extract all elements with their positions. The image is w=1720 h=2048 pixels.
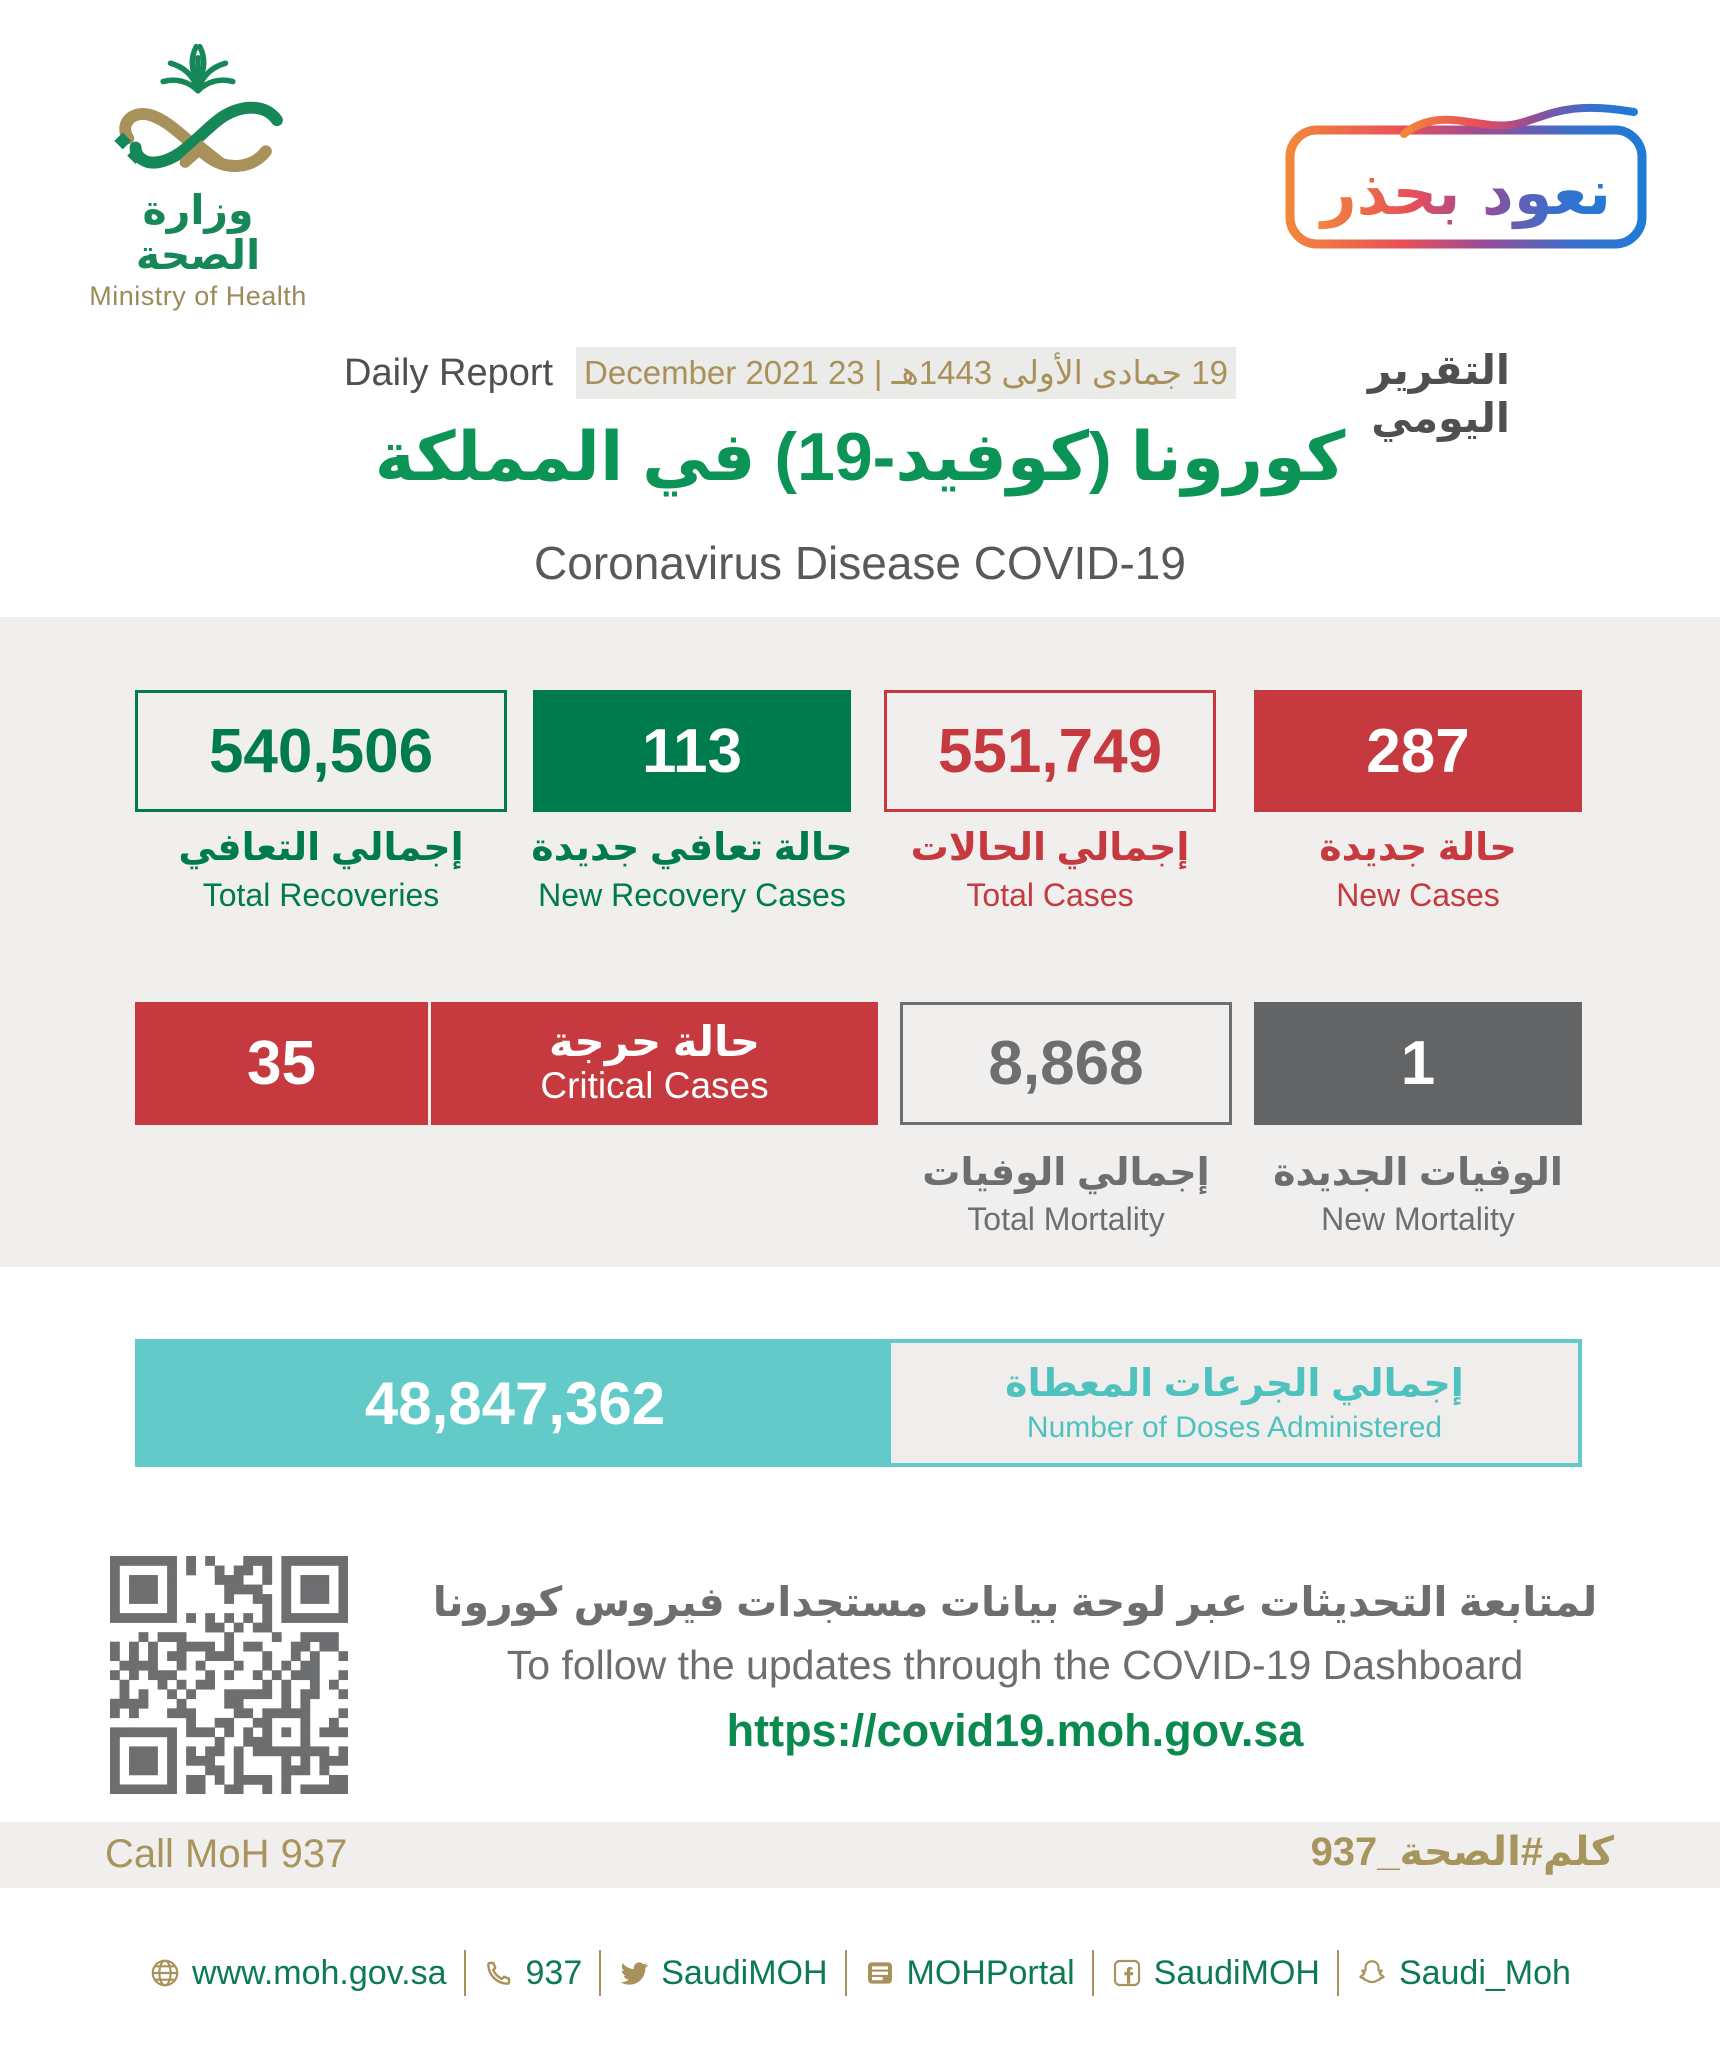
total-mortality-label-ar: إجمالي الوفيات xyxy=(922,1152,1210,1194)
footer-link-phone[interactable] xyxy=(483,1954,583,1993)
total-cases-label-ar: إجمالي الحالات xyxy=(910,827,1190,869)
footer-link-twitter[interactable] xyxy=(618,1954,827,1993)
total-recoveries-label-en: Total Recoveries xyxy=(202,877,440,913)
total-recoveries-value: 540,506 xyxy=(208,716,434,786)
total-mortality-value: 8,868 xyxy=(988,1029,1144,1098)
new-mortality-value: 1 xyxy=(1400,1029,1436,1098)
phone-icon xyxy=(483,1957,515,1989)
daily-report-label-en: Daily Report xyxy=(344,352,554,394)
new-recoveries-label-en: New Recovery Cases xyxy=(538,877,846,913)
critical-cases-label-en: Critical Cases xyxy=(540,1065,769,1107)
snapchat-icon xyxy=(1356,1957,1388,1989)
total-recoveries-box xyxy=(135,690,507,812)
total-mortality-box xyxy=(900,1002,1232,1125)
dashboard-note-en: To follow the updates through the COVID-19 Dashboard xyxy=(506,1642,1524,1688)
footer-link-youtube[interactable] xyxy=(864,1954,1075,1993)
new-mortality-label-ar: الوفيات الجديدة xyxy=(1273,1152,1563,1194)
total-cases-value: 551,749 xyxy=(937,716,1163,786)
critical-cases-label-box xyxy=(431,1002,878,1125)
moh-name-english: Ministry of Health xyxy=(89,281,307,312)
critical-cases-label-ar: حالة حرجة xyxy=(548,1018,761,1066)
page-title-arabic: كورونا (كوفيد-19) في المملكة xyxy=(374,419,1346,495)
footer-separator xyxy=(464,1950,466,1996)
moh-name-arabic: وزارة الصحة xyxy=(135,187,261,279)
page-title-english: Coronavirus Disease COVID-19 xyxy=(534,537,1186,589)
daily-report-label-ar: التقرير اليومي xyxy=(1367,347,1510,441)
dashboard-note xyxy=(392,1578,1638,1757)
moh-logo xyxy=(76,32,320,312)
new-cases-label-en: New Cases xyxy=(1336,877,1500,913)
new-mortality-box xyxy=(1254,1002,1582,1125)
footer-link-facebook[interactable] xyxy=(1111,1954,1320,1993)
report-date: 19 جمادى الأولى 1443هـ | 23 December 2021 xyxy=(576,347,1236,399)
statistics-band xyxy=(0,617,1720,1267)
globe-icon xyxy=(149,1957,181,1989)
badge-text: نعود بحذر xyxy=(1320,156,1612,229)
footer-separator xyxy=(1337,1950,1339,1996)
doses-label-ar: إجمالي الجرعات المعطاة xyxy=(1005,1363,1464,1405)
doses-band xyxy=(135,1339,1582,1467)
total-cases-box xyxy=(884,690,1216,812)
footer-link-snapchat[interactable] xyxy=(1356,1954,1571,1993)
doses-value: 48,847,362 xyxy=(139,1343,891,1463)
critical-cases-box xyxy=(135,1002,428,1125)
new-recoveries-box xyxy=(533,690,851,812)
contact-band xyxy=(0,1822,1720,1888)
footer-link-label: Saudi_Moh xyxy=(1398,1953,1571,1992)
footer-link-label: SaudiMOH xyxy=(661,1953,828,1992)
total-recoveries-label-ar: إجمالي التعافي xyxy=(178,827,464,869)
new-cases-label-ar: حالة جديدة xyxy=(1319,827,1517,869)
footer-link-label: 937 xyxy=(525,1953,583,1992)
new-mortality-label-en: New Mortality xyxy=(1321,1201,1515,1237)
qr-code xyxy=(110,1556,348,1794)
call-moh-label-ar: كلم#الصحة_937 xyxy=(1310,1830,1614,1874)
dashboard-note-ar: لمتابعة التحديثات عبر لوحة بيانات مستجدات فيروس كورونا xyxy=(432,1579,1598,1625)
new-recoveries-label-ar: حالة تعافي جديدة xyxy=(531,827,853,869)
new-recoveries-value: 113 xyxy=(641,716,743,786)
youtube-icon xyxy=(864,1957,896,1989)
total-mortality-label-en: Total Mortality xyxy=(967,1201,1165,1237)
footer-separator xyxy=(845,1950,847,1996)
call-moh-label-en: Call MoH 937 xyxy=(105,1832,348,1876)
footer-link-website[interactable] xyxy=(149,1954,446,1993)
facebook-icon xyxy=(1111,1957,1143,1989)
critical-cases-value: 35 xyxy=(247,1029,316,1098)
dashboard-url[interactable]: https://covid19.moh.gov.sa xyxy=(726,1705,1304,1756)
new-cases-box xyxy=(1254,690,1582,812)
moh-emblem-icon xyxy=(92,32,304,188)
doses-labels xyxy=(891,1343,1578,1463)
footer-links xyxy=(0,1950,1720,1996)
total-cases-label-en: Total Cases xyxy=(966,877,1134,913)
footer-link-label: MOHPortal xyxy=(906,1953,1075,1992)
new-cases-value: 287 xyxy=(1366,716,1470,786)
doses-label-en: Number of Doses Administered xyxy=(1026,1411,1443,1444)
twitter-icon xyxy=(618,1957,650,1989)
footer-link-label: SaudiMOH xyxy=(1153,1953,1320,1992)
footer-link-label: www.moh.gov.sa xyxy=(192,1953,447,1992)
return-with-caution-badge xyxy=(1278,84,1654,256)
footer-separator xyxy=(599,1950,601,1996)
footer-separator xyxy=(1092,1950,1094,1996)
